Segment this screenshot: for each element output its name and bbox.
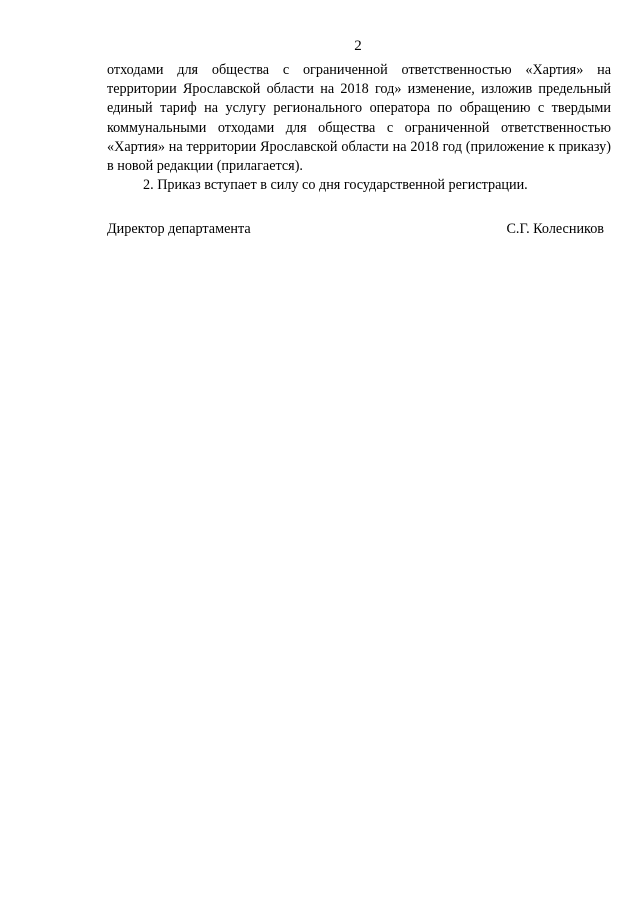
signatory-position: Директор департамента bbox=[107, 221, 251, 237]
page-number: 2 bbox=[354, 38, 362, 54]
paragraph-effective-date: 2. Приказ вступает в силу со дня государственной регистрации. bbox=[143, 177, 528, 194]
paragraph-continuation: отходами для общества с ограниченной ответственностью «Хартия» на территории Ярославской области на 2018 год» изменение, изложив предельный единый тариф на услугу регионального оператора по обращению с твердыми коммунальными отходами для общества с ограниченной ответственностью «Хартия» на территории Ярославской области на 2018 год (приложение к приказу) в новой редакции (прилагается). bbox=[107, 62, 611, 175]
signature-block bbox=[107, 220, 604, 239]
document-body bbox=[107, 61, 611, 195]
signatory-name: С.Г. Колесников bbox=[506, 221, 604, 237]
